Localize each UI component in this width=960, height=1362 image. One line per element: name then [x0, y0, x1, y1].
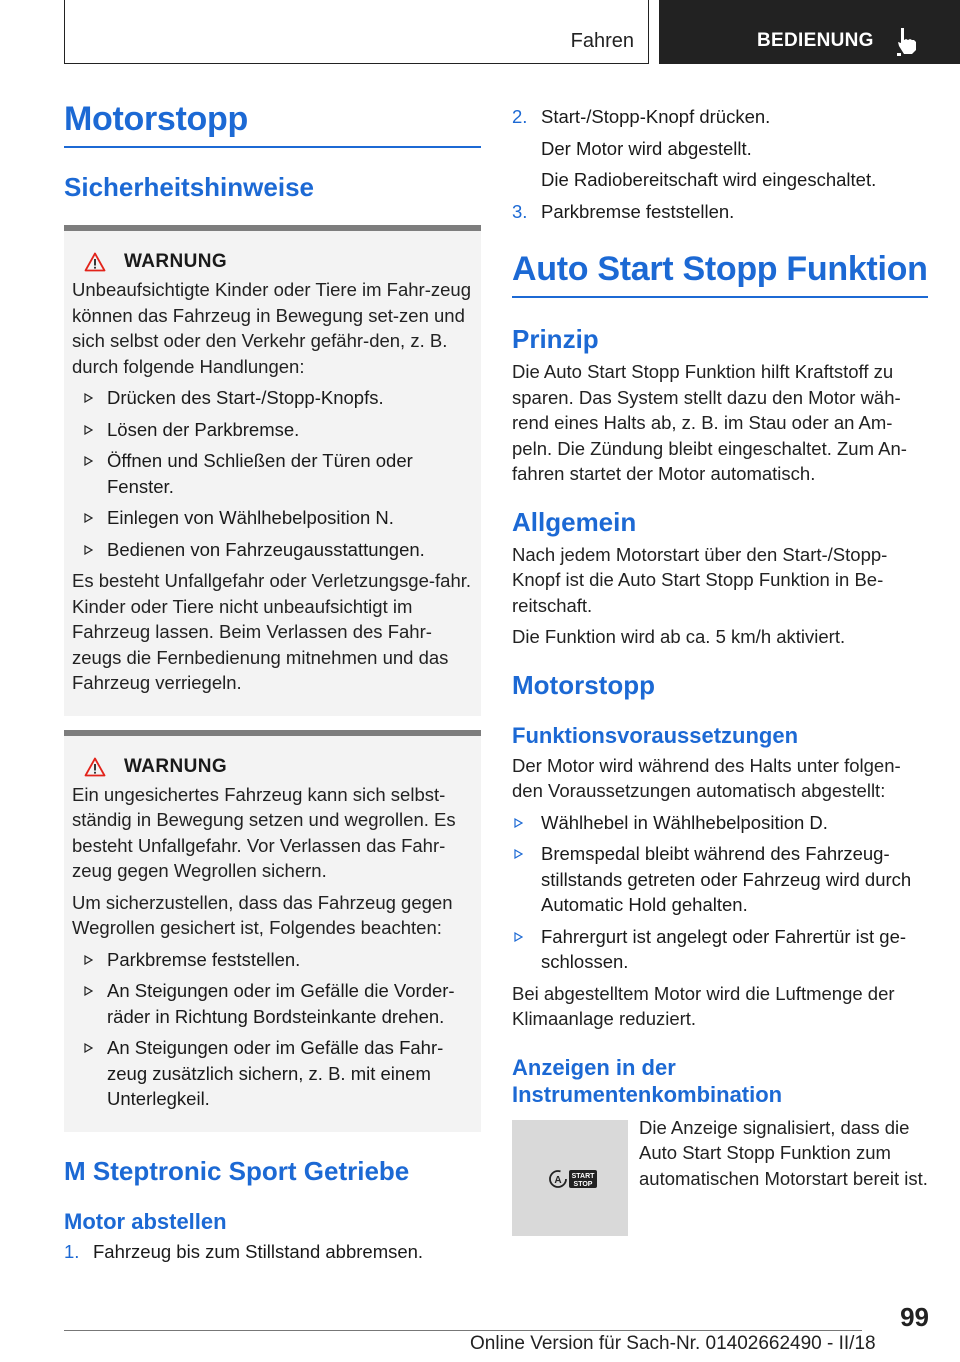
- step-subtext: Die Radiobereitschaft wird eingeschaltet.: [541, 169, 877, 190]
- list-item: [72, 1035, 473, 1112]
- list-item-text: Bremspedal bleibt während des Fahrzeug-stillstands getreten oder Fahrzeug wird durch Automatic Hold gehalten.: [541, 843, 912, 915]
- header-section-box: [659, 0, 960, 64]
- anzeige-text: Die Anzeige signalisiert, dass die Auto Start Stopp Funktion zum automatischen Motorstart bereit ist.: [639, 1116, 928, 1189]
- steps-list-continued: [512, 104, 928, 224]
- indicator-image: [512, 1120, 628, 1236]
- warning-triangle-icon: [84, 757, 106, 777]
- step-item: [512, 104, 928, 193]
- warning-outro: Es besteht Unfallgefahr oder Verletzungsge-fahr. Kinder oder Tiere nicht unbeaufsichtigt im Fahrzeug lassen. Beim Verlassen des Fahr-zeugs die Fernbedienung mitnehmen und das Fahrzeug verriegeln.: [72, 570, 472, 693]
- hand-pointer-icon: [895, 26, 921, 56]
- auto-start-stop-icon: [548, 1168, 598, 1190]
- heading-anzeigen: Anzeigen in der Instrumentenkombination: [512, 1054, 783, 1107]
- header-section: BEDIENUNG: [757, 30, 874, 51]
- list-item: [512, 810, 928, 836]
- left-column: [64, 100, 481, 1264]
- bullet-triangle-icon: [84, 456, 93, 466]
- allgemein-text: Die Funktion wird ab ca. 5 km/h aktiviert.: [512, 626, 846, 647]
- step-text: Parkbremse feststellen.: [541, 200, 735, 222]
- header-chapter: Fahren: [570, 30, 634, 52]
- warning-title-text: WARNUNG: [124, 755, 228, 777]
- funktion-list: [512, 810, 928, 975]
- heading-rule: [64, 146, 481, 148]
- bullet-triangle-icon: [514, 849, 523, 859]
- warning-title: [72, 756, 473, 778]
- warning-title-text: WARNUNG: [124, 251, 228, 272]
- list-item-text: Drücken des Start-/Stopp-Knopfs.: [107, 387, 384, 408]
- warning-paragraph: Um sicherzustellen, dass das Fahrzeug gegen Wegrollen gesichert ist, Folgendes beachten:: [72, 891, 453, 938]
- list-item-text: Lösen der Parkbremse.: [107, 418, 300, 440]
- bullet-triangle-icon: [514, 932, 523, 942]
- list-item-text: An Steigungen oder im Gefälle die Vorder-räder in Richtung Bordsteinkante drehen.: [107, 980, 455, 1027]
- step-subtext: Der Motor wird abgestellt.: [541, 137, 752, 159]
- indicator-label-a: A: [554, 1174, 562, 1186]
- heading-rule: [512, 296, 928, 298]
- heading-sicherheitshinweise: Sicherheitshinweise: [64, 172, 314, 202]
- warning-list: [72, 385, 473, 562]
- warning-box-1: [64, 225, 481, 716]
- funktion-outro: Bei abgestelltem Motor wird die Luftmenge der Klimaanlage reduziert.: [512, 982, 895, 1029]
- heading-funktionsvoraussetzungen: Funktionsvoraussetzungen: [512, 722, 799, 748]
- step-number: 1.: [64, 1240, 80, 1262]
- step-text: Fahrzeug bis zum Stillstand abbremsen.: [93, 1240, 424, 1262]
- list-item: [72, 505, 473, 531]
- heading-motor-abstellen: Motor abstellen: [64, 1208, 227, 1234]
- bullet-triangle-icon: [84, 986, 93, 996]
- list-item-text: Parkbremse feststellen.: [107, 948, 301, 970]
- page-number: 99: [900, 1302, 929, 1332]
- warning-list: [72, 947, 473, 1112]
- step-number: 2.: [512, 106, 528, 127]
- allgemein-text: Nach jedem Motorstart über den Start-/Stopp-Knopf ist die Auto Start Stopp Funktion in Be-reitschaft.: [512, 543, 888, 616]
- list-item: [512, 841, 928, 918]
- prinzip-text: Die Auto Start Stopp Funktion hilft Kraftstoff zu sparen. Das System stellt dazu den Motor wäh-rend eines Halts ab, z. B. im Stau oder an Am-peln. Die Zündung bleibt eingeschaltet. Zum An-fahren startet der Motor automatisch.: [512, 361, 907, 484]
- bullet-triangle-icon: [84, 955, 93, 965]
- footer-rule: [64, 1330, 862, 1331]
- list-item-text: An Steigungen oder im Gefälle das Fahr-zeug zusätzlich sichern, z. B. mit einem Unterlegkeil.: [107, 1037, 444, 1109]
- step-number: 3.: [512, 200, 528, 222]
- list-item: [72, 448, 473, 499]
- warning-paragraph: Ein ungesichertes Fahrzeug kann sich selbst-ständig in Bewegung setzen und wegrollen. Es besteht Unfallgefahr. Vor Verlassen das Fahr-zeug gegen Wegrollen sichern.: [72, 783, 456, 881]
- warning-box-2: [64, 730, 481, 1132]
- warning-triangle-icon: [84, 252, 106, 272]
- funktion-intro: Der Motor wird während des Halts unter folgen-den Voraussetzungen automatisch abgestellt:: [512, 754, 901, 801]
- steps-list: [64, 1239, 481, 1265]
- list-item: [72, 537, 473, 563]
- header-chapter-box: [64, 0, 649, 64]
- list-item-text: Wählhebel in Wählhebelposition D.: [541, 811, 828, 833]
- heading-motorstopp-2: Motorstopp: [512, 669, 655, 700]
- list-item: [72, 978, 473, 1029]
- indicator-row: [512, 1116, 928, 1236]
- list-item: [72, 947, 473, 973]
- bullet-triangle-icon: [84, 545, 93, 555]
- bullet-triangle-icon: [84, 513, 93, 523]
- bullet-triangle-icon: [84, 425, 93, 435]
- warning-title: [72, 251, 473, 273]
- heading-prinzip: Prinzip: [512, 324, 599, 354]
- page-header: [64, 0, 960, 66]
- footer-online-version: Online Version für Sach-Nr. 01402662490 - II/18: [470, 1333, 876, 1354]
- step-text: Start-/Stopp-Knopf drücken.: [541, 106, 771, 127]
- list-item: [72, 417, 473, 443]
- warning-intro: Unbeaufsichtigte Kinder oder Tiere im Fahr-zeug können das Fahrzeug in Bewegung set-zen und sich selbst oder den Verkehr gefähr-den, z. B. durch folgende Handlungen:: [72, 279, 471, 377]
- list-item-text: Öffnen und Schließen der Türen oder Fenster.: [107, 450, 413, 497]
- list-item-text: Fahrergurt ist angelegt oder Fahrertür ist ge-schlossen.: [541, 925, 907, 972]
- step-item: [64, 1239, 481, 1265]
- heading-motorstopp: Motorstopp: [64, 100, 248, 138]
- list-item: [72, 385, 473, 411]
- step-item: [512, 199, 928, 225]
- indicator-label-start: START: [571, 1172, 595, 1180]
- list-item-text: Einlegen von Wählhebelposition N.: [107, 507, 394, 528]
- list-item: [512, 924, 928, 975]
- bullet-triangle-icon: [514, 818, 523, 828]
- heading-steptronic: M Steptronic Sport Getriebe: [64, 1155, 410, 1186]
- list-item-text: Bedienen von Fahrzeugausstattungen.: [107, 538, 425, 560]
- heading-allgemein: Allgemein: [512, 506, 637, 537]
- bullet-triangle-icon: [84, 393, 93, 403]
- right-column: [512, 104, 928, 1236]
- heading-auto-start-stopp: Auto Start Stopp Funktion: [512, 250, 928, 288]
- bullet-triangle-icon: [84, 1043, 93, 1053]
- indicator-label-stop: STOP: [573, 1180, 593, 1188]
